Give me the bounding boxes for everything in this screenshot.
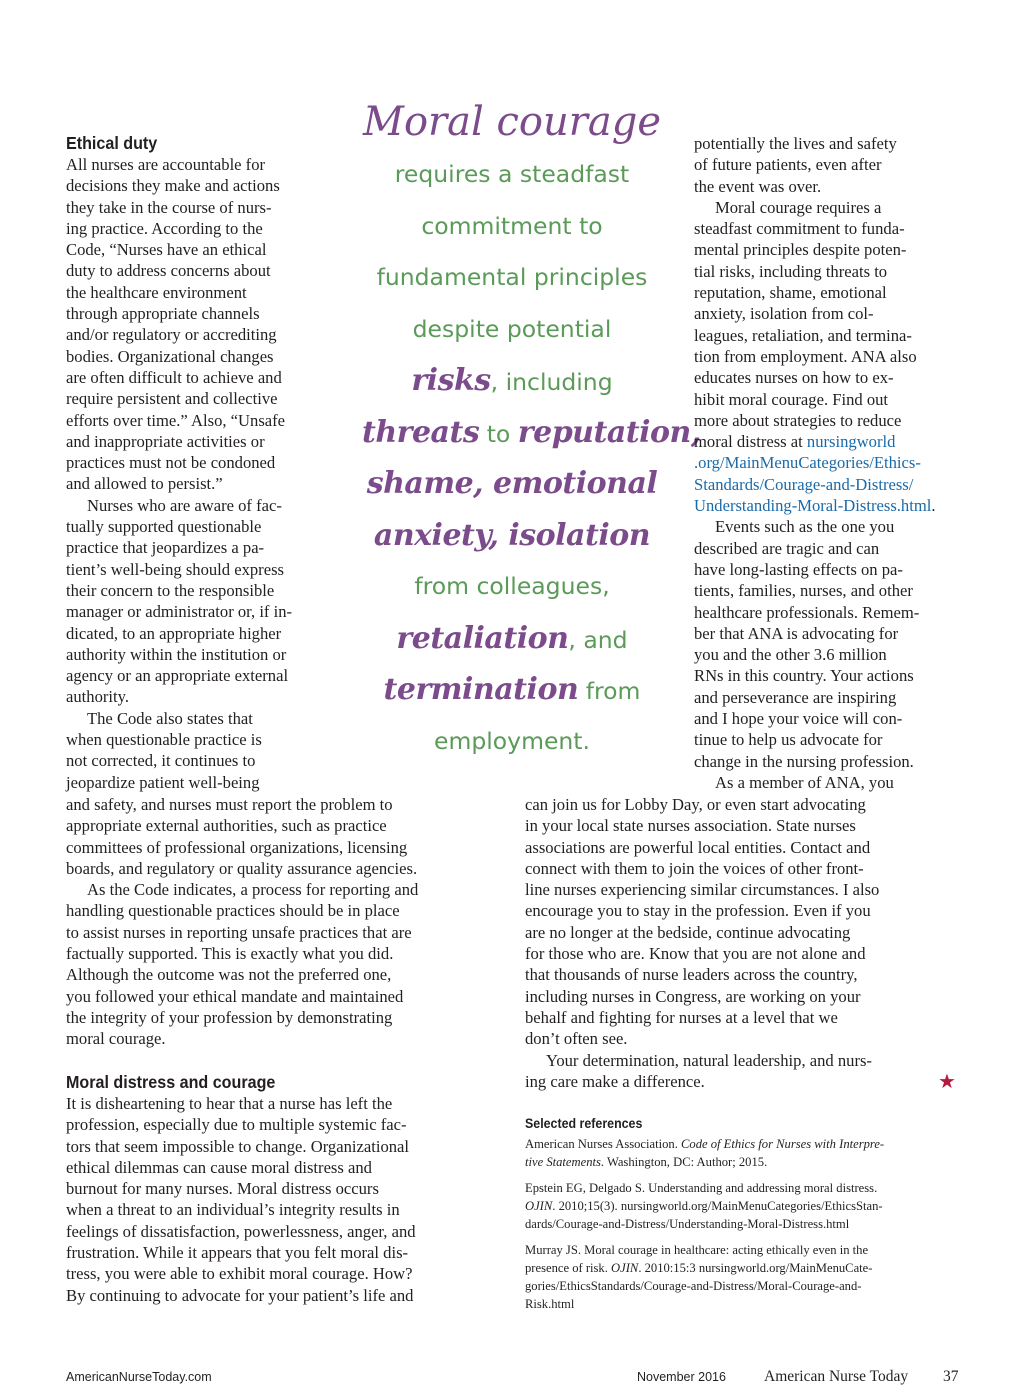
paragraph-line: Nurses who are aware of fac- [87, 495, 282, 515]
paragraph-line: practices must not be condoned [66, 453, 276, 473]
paragraph-line: committees of professional organizations, licensing [66, 837, 408, 857]
paragraph-line: they take in the course of nurs- [66, 197, 272, 217]
footer-website: AmericanNurseToday.com [66, 1370, 212, 1384]
paragraph-line: require persistent and collective [66, 389, 278, 409]
pull-quote-line: shame, emotional [366, 466, 658, 501]
paragraph-line: the integrity of your profession by demonstrating [66, 1007, 393, 1027]
paragraph-line: when questionable practice is [66, 730, 262, 750]
paragraph-line: tial risks, including threats to [694, 261, 888, 281]
paragraph-line: tors that seem impossible to change. Organizational [66, 1136, 410, 1156]
paragraph-line: have long-lasting effects on pa- [694, 559, 903, 579]
references-list [525, 1135, 965, 1321]
paragraph-line: moral courage. [66, 1029, 166, 1049]
end-star-icon: ★ [938, 1071, 956, 1093]
pull-quote-line: from colleagues, [414, 572, 610, 600]
pull-quote-line: commitment to [421, 211, 603, 240]
paragraph-line: decisions they make and actions [66, 176, 280, 196]
paragraph-line: and I hope your voice will con- [694, 709, 903, 729]
resource-link[interactable]: .org/MainMenuCategories/Ethics- [694, 453, 921, 473]
left-bottom-column-text [66, 1093, 416, 1306]
paragraph-line: ethical dilemmas can cause moral distress and [66, 1157, 372, 1177]
left-wide-column-text [66, 794, 418, 1050]
left-column-text [66, 154, 292, 793]
paragraph-line: As a member of ANA, you [715, 772, 894, 792]
pull-quote-line: despite potential [412, 314, 612, 343]
paragraph-line: that thousands of nurse leaders across the country, [525, 965, 858, 985]
paragraph-line: and allowed to persist.” [66, 474, 223, 494]
paragraph-line: appropriate external authorities, such as practice [66, 816, 387, 836]
paragraph-line: associations are powerful local entities. Contact and [525, 837, 871, 857]
paragraph-line: dicated, to an appropriate higher [66, 623, 282, 643]
paragraph-line: tients, families, nurses, and other [694, 581, 913, 601]
paragraph-line: change in the nursing profession. [694, 751, 914, 771]
paragraph-line: tient’s well-being should express [66, 559, 284, 579]
paragraph-line: RNs in this country. Your actions [694, 666, 914, 686]
paragraph-line: anxiety, isolation from col- [694, 304, 874, 324]
footer-date: November 2016 [637, 1370, 726, 1384]
footer-magazine-name: American Nurse Today [764, 1368, 909, 1385]
paragraph-line: steadfast commitment to funda- [694, 219, 905, 239]
paragraph-line: can join us for Lobby Day, or even start advocating [525, 795, 866, 814]
paragraph-line: bodies. Organizational changes [66, 346, 274, 366]
section-heading-moral-distress: Moral distress and courage [66, 1072, 276, 1092]
paragraph-line: mental principles despite poten- [694, 240, 907, 260]
paragraph-line: and perseverance are inspiring [694, 687, 897, 707]
paragraph-line: moral distress at nursingworld [694, 432, 896, 452]
paragraph-line: are no longer at the bedside, continue advocating [525, 922, 851, 942]
paragraph-line: hibit moral courage. Find out [694, 389, 889, 409]
paragraph-line: agency or an appropriate external [66, 666, 289, 686]
paragraph-line: their concern to the responsible [66, 580, 275, 600]
pull-quote-line: threats to reputation, [362, 414, 701, 450]
paragraph-line: As the Code indicates, a process for reporting and [87, 880, 419, 900]
paragraph-line: when a threat to an individual’s integrity results in [66, 1200, 400, 1220]
paragraph-line: factually supported. This is exactly what you did. [66, 944, 394, 964]
paragraph-line: The Code also states that [87, 708, 253, 728]
paragraph-line: don’t often see. [525, 1029, 628, 1049]
paragraph-line: described are tragic and can [694, 538, 880, 558]
paragraph-line: connect with them to join the voices of other front- [525, 858, 864, 878]
pull-quote-line: requires a steadfast [394, 160, 630, 188]
pull-quote-line: fundamental principles [376, 263, 648, 291]
paragraph-line: reputation, shame, emotional [694, 283, 887, 303]
paragraph-line: to assist nurses in reporting unsafe practices that are [66, 922, 412, 942]
paragraph-line: more about strategies to reduce [694, 410, 902, 430]
paragraph-line: By continuing to advocate for your patient’s life and [66, 1285, 414, 1305]
paragraph-line: profession, especially due to multiple systemic fac- [66, 1115, 407, 1135]
paragraph-line: tually supported questionable [66, 517, 262, 537]
paragraph-line: burnout for many nurses. Moral distress occurs [66, 1179, 379, 1199]
paragraph-line: Your determination, natural leadership, and nurs- [546, 1050, 872, 1070]
paragraph-line: tress, you were able to exhibit moral courage. How? [66, 1264, 413, 1284]
paragraph-line: encourage you to stay in the profession. Even if you [525, 901, 871, 921]
paragraph-line: Moral courage requires a [715, 197, 882, 217]
paragraph-line: Code, “Nurses have an ethical [66, 240, 267, 260]
paragraph-line: not corrected, it continues to [66, 751, 256, 771]
right-wide-column-text [525, 794, 879, 1092]
paragraph-line: educates nurses on how to ex- [694, 368, 894, 388]
paragraph-line: All nurses are accountable for [66, 155, 266, 174]
paragraph-line: of future patients, even after [694, 155, 882, 175]
paragraph-line: for those who are. Know that you are not alone and [525, 944, 866, 964]
paragraph-line: Understanding-Moral-Distress.html. [694, 496, 936, 516]
paragraph-line: duty to address concerns about [66, 261, 271, 281]
paragraph-line: ing practice. According to the [66, 218, 263, 238]
reference-item: Murray JS. Moral courage in healthcare: acting ethically even in the presence of risk. OJIN. 2010:15:3 nursingworld.org/MainMenuCate- gories/EthicsStandards/Courage-and-Distress/Moral-Courage-and- Risk.html [525, 1243, 873, 1311]
resource-link[interactable]: Understanding-Moral-Distress.html [694, 496, 932, 516]
resource-link[interactable]: Standards/Courage-and-Distress/ [694, 474, 914, 494]
reference-item: American Nurses Association. Code of Ethics for Nurses with Interpre- tive Statements. Washington, DC: Author; 2015. [525, 1137, 885, 1169]
paragraph-line: Events such as the one you [715, 517, 895, 537]
paragraph-line: ber that ANA is advocating for [694, 623, 899, 643]
references-heading: Selected references [525, 1116, 643, 1131]
paragraph-line: and safety, and nurses must report the problem to [66, 795, 393, 814]
paragraph-line: tion from employment. ANA also [694, 346, 917, 366]
paragraph-line: ing care make a difference. [525, 1071, 705, 1091]
right-column-text [694, 133, 936, 793]
paragraph-line: authority within the institution or [66, 644, 287, 664]
pull-quote-line: retaliation, and [396, 620, 628, 656]
paragraph-line: and inappropriate activities or [66, 431, 265, 451]
pull-quote-line: anxiety, isolation [373, 517, 651, 553]
section-heading-ethical-duty: Ethical duty [66, 133, 158, 153]
paragraph-line: tinue to help us advocate for [694, 730, 883, 750]
pull-quote-title: Moral courage [362, 99, 661, 145]
paragraph-line: line nurses experiencing similar circumstances. I also [525, 880, 880, 900]
paragraph-line: healthcare professionals. Remem- [694, 602, 920, 622]
pull-quote [362, 95, 701, 767]
paragraph-line: jeopardize patient well-being [66, 772, 260, 792]
paragraph-line: the event was over. [694, 176, 822, 196]
reference-item: Epstein EG, Delgado S. Understanding and addressing moral distress. OJIN. 2010;15(3). nursingworld.org/MainMenuCategories/EthicsStan- dards/Courage-and-Distress/Understanding-Moral-Distress.html [525, 1181, 883, 1231]
paragraph-line: and/or regulatory or accrediting [66, 325, 277, 345]
paragraph-line: authority. [66, 687, 129, 707]
pull-quote-line: risks, including [411, 363, 613, 398]
paragraph-line: handling questionable practices should be in place [66, 901, 400, 921]
page-number: 37 [943, 1368, 959, 1385]
paragraph-line: behalf and fighting for nurses at a level that we [525, 1007, 838, 1027]
paragraph-line: including nurses in Congress, are working on your [525, 986, 861, 1006]
paragraph-line: through appropriate channels [66, 304, 260, 324]
paragraph-line: leagues, retaliation, and termina- [694, 325, 912, 345]
paragraph-line: you and the other 3.6 million [694, 645, 887, 665]
paragraph-line: manager or administrator or, if in- [66, 602, 293, 622]
paragraph-line: efforts over time.” Also, “Unsafe [66, 410, 286, 430]
paragraph-line: Although the outcome was not the preferred one, [66, 965, 392, 985]
paragraph-line: It is disheartening to hear that a nurse has left the [66, 1094, 393, 1113]
paragraph-line: practice that jeopardizes a pa- [66, 538, 265, 558]
paragraph-line: you followed your ethical mandate and maintained [66, 986, 404, 1006]
paragraph-line: boards, and regulatory or quality assurance agencies. [66, 858, 418, 878]
paragraph-line: in your local state nurses association. State nurses [525, 816, 856, 836]
paragraph-line: potentially the lives and safety [694, 134, 897, 153]
pull-quote-line: termination from [383, 672, 641, 707]
paragraph-line: are often difficult to achieve and [66, 367, 282, 387]
paragraph-line: feelings of dissatisfaction, powerlessness, anger, and [66, 1221, 416, 1241]
resource-link[interactable]: nursingworld [806, 432, 896, 452]
paragraph-line: the healthcare environment [66, 282, 247, 302]
pull-quote-line: employment. [433, 726, 590, 755]
paragraph-line: frustration. While it appears that you felt moral dis- [66, 1243, 409, 1263]
